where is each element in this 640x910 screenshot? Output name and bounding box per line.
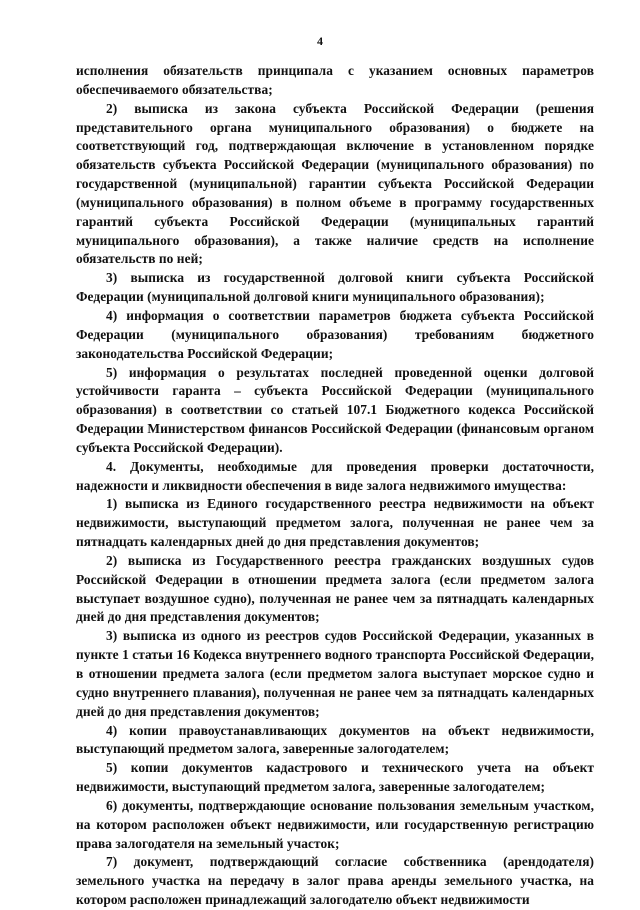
paragraph-subitem-2: 2) выписка из Государственного реестра гражданских воздушных судов Российской Федерации в отношении предмета залога (если предметом залога выступает воздушное судно), полученная не ранее чем за пятнадцать календарных дней до дня представления документов; <box>76 552 594 625</box>
paragraph-subitem-1: 1) выписка из Единого государственного реестра недвижимости на объект недвижимости, выступающий предметом залога, полученная не ранее чем за пятнадцать календарных дней до дня представления документов; <box>76 496 594 550</box>
page-number: 4 <box>317 34 323 48</box>
paragraph-item-5: 5) информация о результатах последней проведенной оценки долговой устойчивости гаранта – субъекта Российской Федерации (муниципального образования) в соответствии со статьей 107.1 Бюджетного кодекса Российской Федерации Министерством финансов Российской Федерации (финансовым органом субъекта Российской Федерации). <box>76 364 594 455</box>
paragraph-item-3: 3) выписка из государственной долговой книги субъекта Российской Федерации (муниципальной долговой книги муниципального образования); <box>76 270 594 305</box>
paragraph-subitem-5: 5) копии документов кадастрового и технического учета на объект недвижимости, выступающий предметом залога, заверенные залогодателем; <box>76 760 594 795</box>
paragraph-subitem-7: 7) документ, подтверждающий согласие собственника (арендодателя) земельного участка на передачу в залог права аренды земельного участка, на котором расположен принадлежащий залогодателю объект недвижимости <box>76 854 594 908</box>
paragraph-subitem-4: 4) копии правоустанавливающих документов на объект недвижимости, выступающий предметом залога, заверенные залогодателем; <box>76 722 594 757</box>
paragraph-subitem-3: 3) выписка из одного из реестров судов Российской Федерации, указанных в пункте 1 статьи 16 Кодекса внутреннего водного транспорта Российской Федерации, в отношении предмета залога (если предметом залога выступает морское судно и судно внутреннего плавания), полученная не ранее чем за пятнадцать календарных дней до дня представления документов; <box>76 628 594 719</box>
paragraph-item-2: 2) выписка из закона субъекта Российской Федерации (решения представительного органа муниципального образования) о бюджете на соответствующий год, подтверждающая включение в установленном порядке обязательств субъекта Российской Федерации (муниципального образования) по государственной (муниципальной) гарантии субъекта Российской Федерации (муниципального образования) в полном объеме в программу государственных гарантий субъекта Российской Федерации (муниципальных гарантий муниципального образования), а также наличие средств на исполнение обязательств по ней; <box>76 100 594 267</box>
paragraph-section-4: 4. Документы, необходимые для проведения проверки достаточности, надежности и ликвидности обеспечения в виде залога недвижимого имущества: <box>76 458 594 493</box>
paragraph-continuation: исполнения обязательств принципала с указанием основных параметров обеспечиваемого обязательства; <box>76 63 594 97</box>
document-body <box>76 62 594 910</box>
paragraph-subitem-6: 6) документы, подтверждающие основание пользования земельным участком, на котором расположен объект недвижимости, или государственную регистрацию права залогодателя на земельный участок; <box>76 797 594 851</box>
paragraph-item-4: 4) информация о соответствии параметров бюджета субъекта Российской Федерации (муниципального образования) требованиям бюджетного законодательства Российской Федерации; <box>76 307 594 361</box>
